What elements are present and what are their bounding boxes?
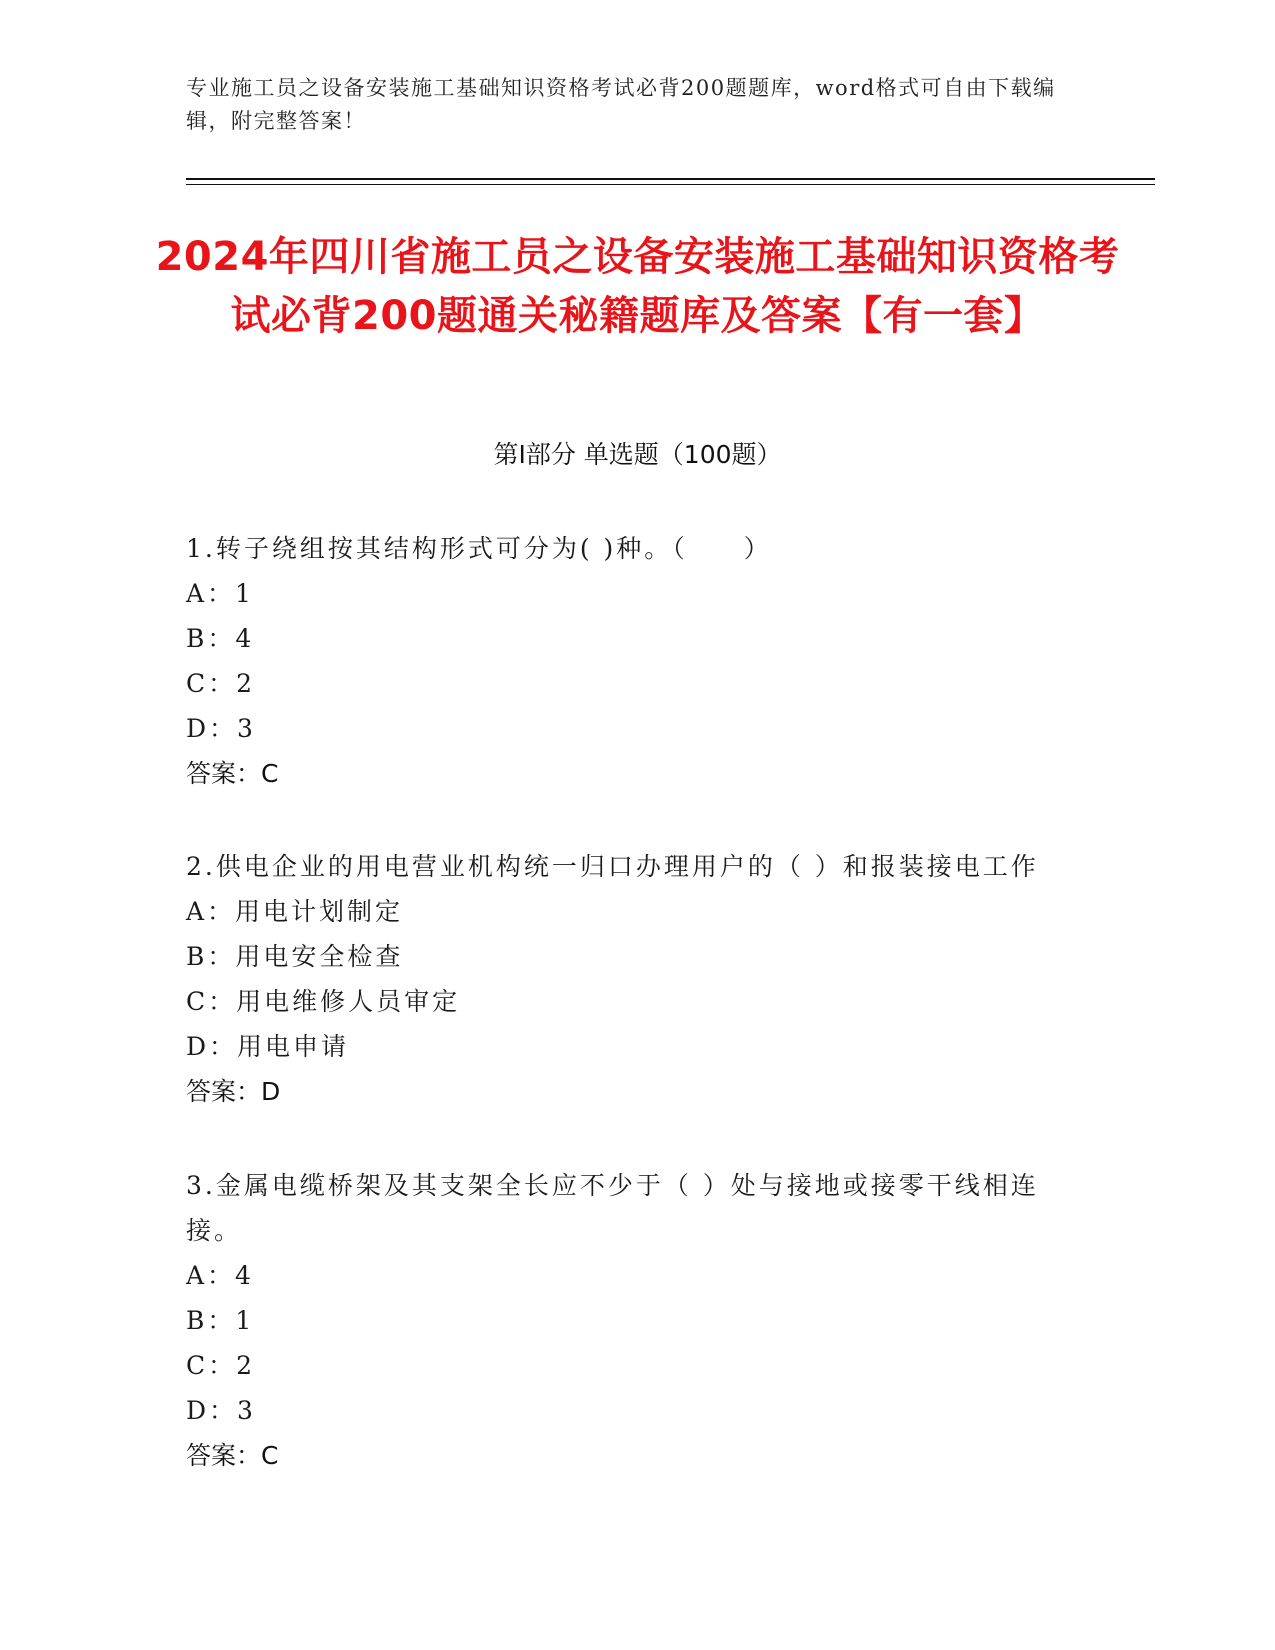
- question-1: [186, 526, 1086, 796]
- option-d: D：3: [186, 1396, 256, 1425]
- option-c: C：用电维修人员审定: [186, 987, 461, 1016]
- option-c: C：2: [186, 669, 256, 698]
- option-a: A：用电计划制定: [186, 897, 404, 926]
- option-a: A：1: [186, 579, 254, 608]
- document-title: 2024年四川省施工员之设备安装施工基础知识资格考试必背200题通关秘籍题库及答案【有一套】: [155, 234, 1120, 339]
- option-a: A：4: [186, 1261, 254, 1290]
- section-heading: 第I部分 单选题（100题）: [493, 440, 782, 469]
- header-divider-thin: [186, 184, 1155, 185]
- question-stem: 3.金属电缆桥架及其支架全长应不少于（ ）处与接地或接零干线相连接。: [186, 1171, 1039, 1245]
- option-d: D：3: [186, 714, 256, 743]
- question-stem: 2.供电企业的用电营业机构统一归口办理用户的（ ）和报装接电工作: [186, 852, 1039, 881]
- answer: 答案：C: [186, 759, 279, 788]
- question-2: [186, 844, 1086, 1114]
- option-d: D：用电申请: [186, 1032, 350, 1061]
- option-b: B：1: [186, 1306, 255, 1335]
- question-stem: 1.转子绕组按其结构形式可分为( )种。（ ）: [186, 534, 772, 563]
- option-b: B：用电安全检查: [186, 942, 404, 971]
- answer: 答案：D: [186, 1077, 281, 1106]
- answer: 答案：C: [186, 1441, 279, 1470]
- header-divider-thick: [186, 178, 1155, 180]
- option-b: B：4: [186, 624, 255, 653]
- option-c: C：2: [186, 1351, 256, 1380]
- question-3: [186, 1163, 1086, 1478]
- header-intro-text: 专业施工员之设备安装施工基础知识资格考试必背200题题库，word格式可自由下载编辑，附完整答案！: [186, 76, 1056, 133]
